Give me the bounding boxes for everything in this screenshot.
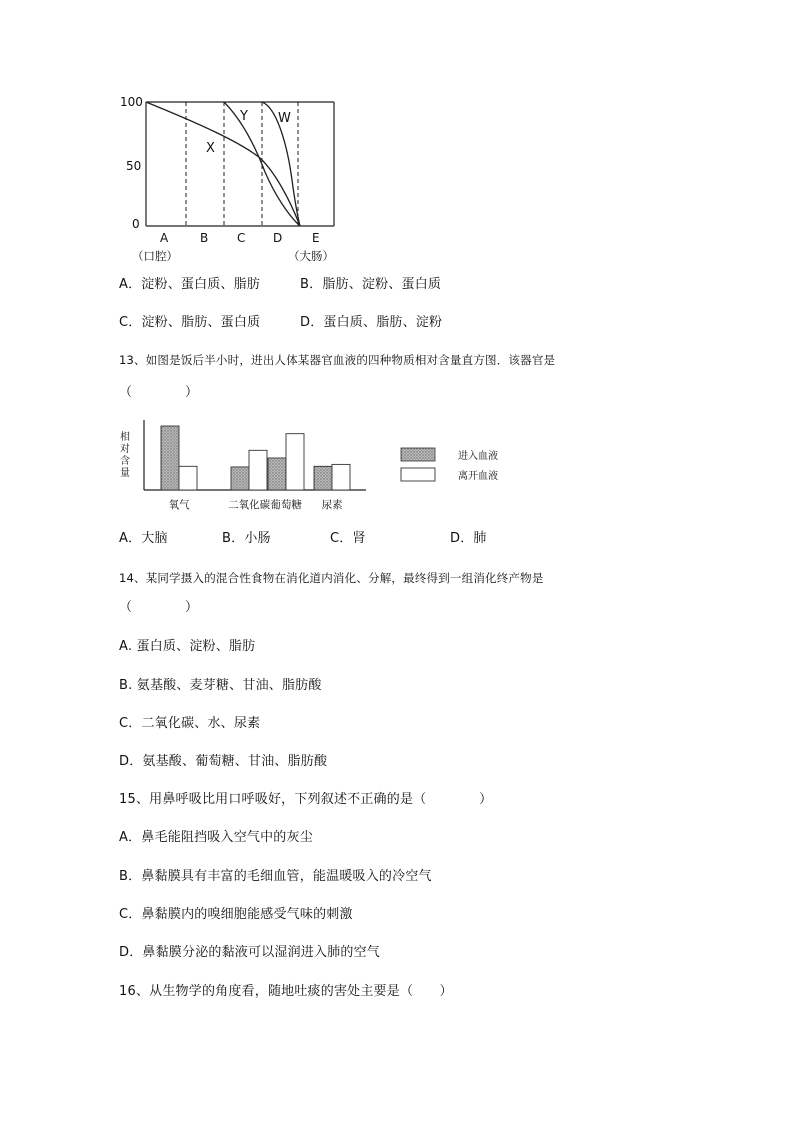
legend-swatch-in xyxy=(401,448,435,461)
x-label-e: E xyxy=(312,231,320,245)
bar-in-1 xyxy=(231,467,249,490)
bar-out-2 xyxy=(286,434,304,490)
series-label-y: Y xyxy=(240,109,248,124)
q16-stem: 16、从生物学的角度看，随地吐痰的害处主要是（ ） xyxy=(119,984,453,999)
q15-option-c: C．鼻黏膜内的嗅细胞能感受气味的刺激 xyxy=(119,907,353,922)
y-tick-0: 0 xyxy=(132,217,140,231)
bar-in-3 xyxy=(314,466,332,490)
bar-out-1 xyxy=(249,450,267,490)
series-label-w: W xyxy=(278,111,291,126)
q15-stem: 15、用鼻呼吸比用口呼吸好，下列叙述不正确的是（ ） xyxy=(119,792,493,807)
q12-option-d: D．蛋白质、脂肪、淀粉 xyxy=(300,315,443,330)
digestion-chart xyxy=(110,90,350,270)
q12-option-c: C．淀粉、脂肪、蛋白质 xyxy=(119,315,261,330)
q14-option-d: D．氨基酸、葡萄糖、甘油、脂肪酸 xyxy=(119,754,328,769)
ylabel-char-2: 对 xyxy=(120,444,130,455)
ylabel-char-1: 相 xyxy=(120,432,130,443)
q14-option-b: B. 氨基酸、麦芽糖、甘油、脂肪酸 xyxy=(119,678,322,693)
q13-option-b: B．小肠 xyxy=(222,531,271,546)
x-label-d: D xyxy=(273,231,283,245)
bar-category-label: 葡萄糖 xyxy=(270,499,302,511)
q15-option-a: A．鼻毛能阻挡吸入空气中的灰尘 xyxy=(119,830,313,845)
x-label-a: A xyxy=(160,231,169,245)
q14-stem: 14、某同学摄入的混合性食物在消化道内消化、分解，最终得到一组消化终产物是 xyxy=(119,571,544,585)
x-sublabel-mouth: （口腔） xyxy=(132,249,178,263)
blood-bar-chart xyxy=(116,418,516,518)
x-sublabel-large-intestine: （大肠） xyxy=(288,249,334,263)
series-label-x: X xyxy=(206,141,215,156)
bar-in-0 xyxy=(161,426,179,490)
q13-option-a: A．大脑 xyxy=(119,531,168,546)
bar-out-0 xyxy=(179,466,197,490)
ylabel-char-3: 含 xyxy=(120,456,130,467)
bar-in-2 xyxy=(268,458,286,490)
q14-paren: （ ） xyxy=(119,600,199,615)
q14-option-a: A. 蛋白质、淀粉、脂肪 xyxy=(119,639,256,654)
legend-swatch-out xyxy=(401,468,435,481)
q14-option-c: C．二氧化碳、水、尿素 xyxy=(119,716,261,731)
q15-option-d: D．鼻黏膜分泌的黏液可以湿润进入肺的空气 xyxy=(119,945,381,960)
bar-category-label: 尿素 xyxy=(321,499,343,511)
q15-option-b: B．鼻黏膜具有丰富的毛细血管，能温暖吸入的冷空气 xyxy=(119,869,432,884)
y-tick-100: 100 xyxy=(120,95,143,109)
legend-label-out: 离开血液 xyxy=(458,471,498,482)
q12-option-b: B．脂肪、淀粉、蛋白质 xyxy=(300,277,442,292)
q13-option-c: C．肾 xyxy=(330,531,366,546)
x-label-c: C xyxy=(237,231,246,245)
y-tick-50: 50 xyxy=(126,159,142,173)
bar-category-label: 氧气 xyxy=(168,499,190,511)
legend-label-in: 进入血液 xyxy=(458,451,498,462)
ylabel-char-4: 量 xyxy=(120,468,130,479)
x-label-b: B xyxy=(200,231,209,245)
bar-chart-ylabel xyxy=(120,430,130,479)
q13-stem: 13、如图是饭后半小时，进出人体某器官血液的四种物质相对含量直方图．该器官是 xyxy=(119,353,556,367)
q12-option-a: A．淀粉、蛋白质、脂肪 xyxy=(119,277,261,292)
q13-paren: （ ） xyxy=(119,385,199,400)
bar-category-label: 二氧化碳 xyxy=(228,499,271,511)
bar-out-3 xyxy=(332,464,350,490)
q13-option-d: D．肺 xyxy=(450,531,487,546)
